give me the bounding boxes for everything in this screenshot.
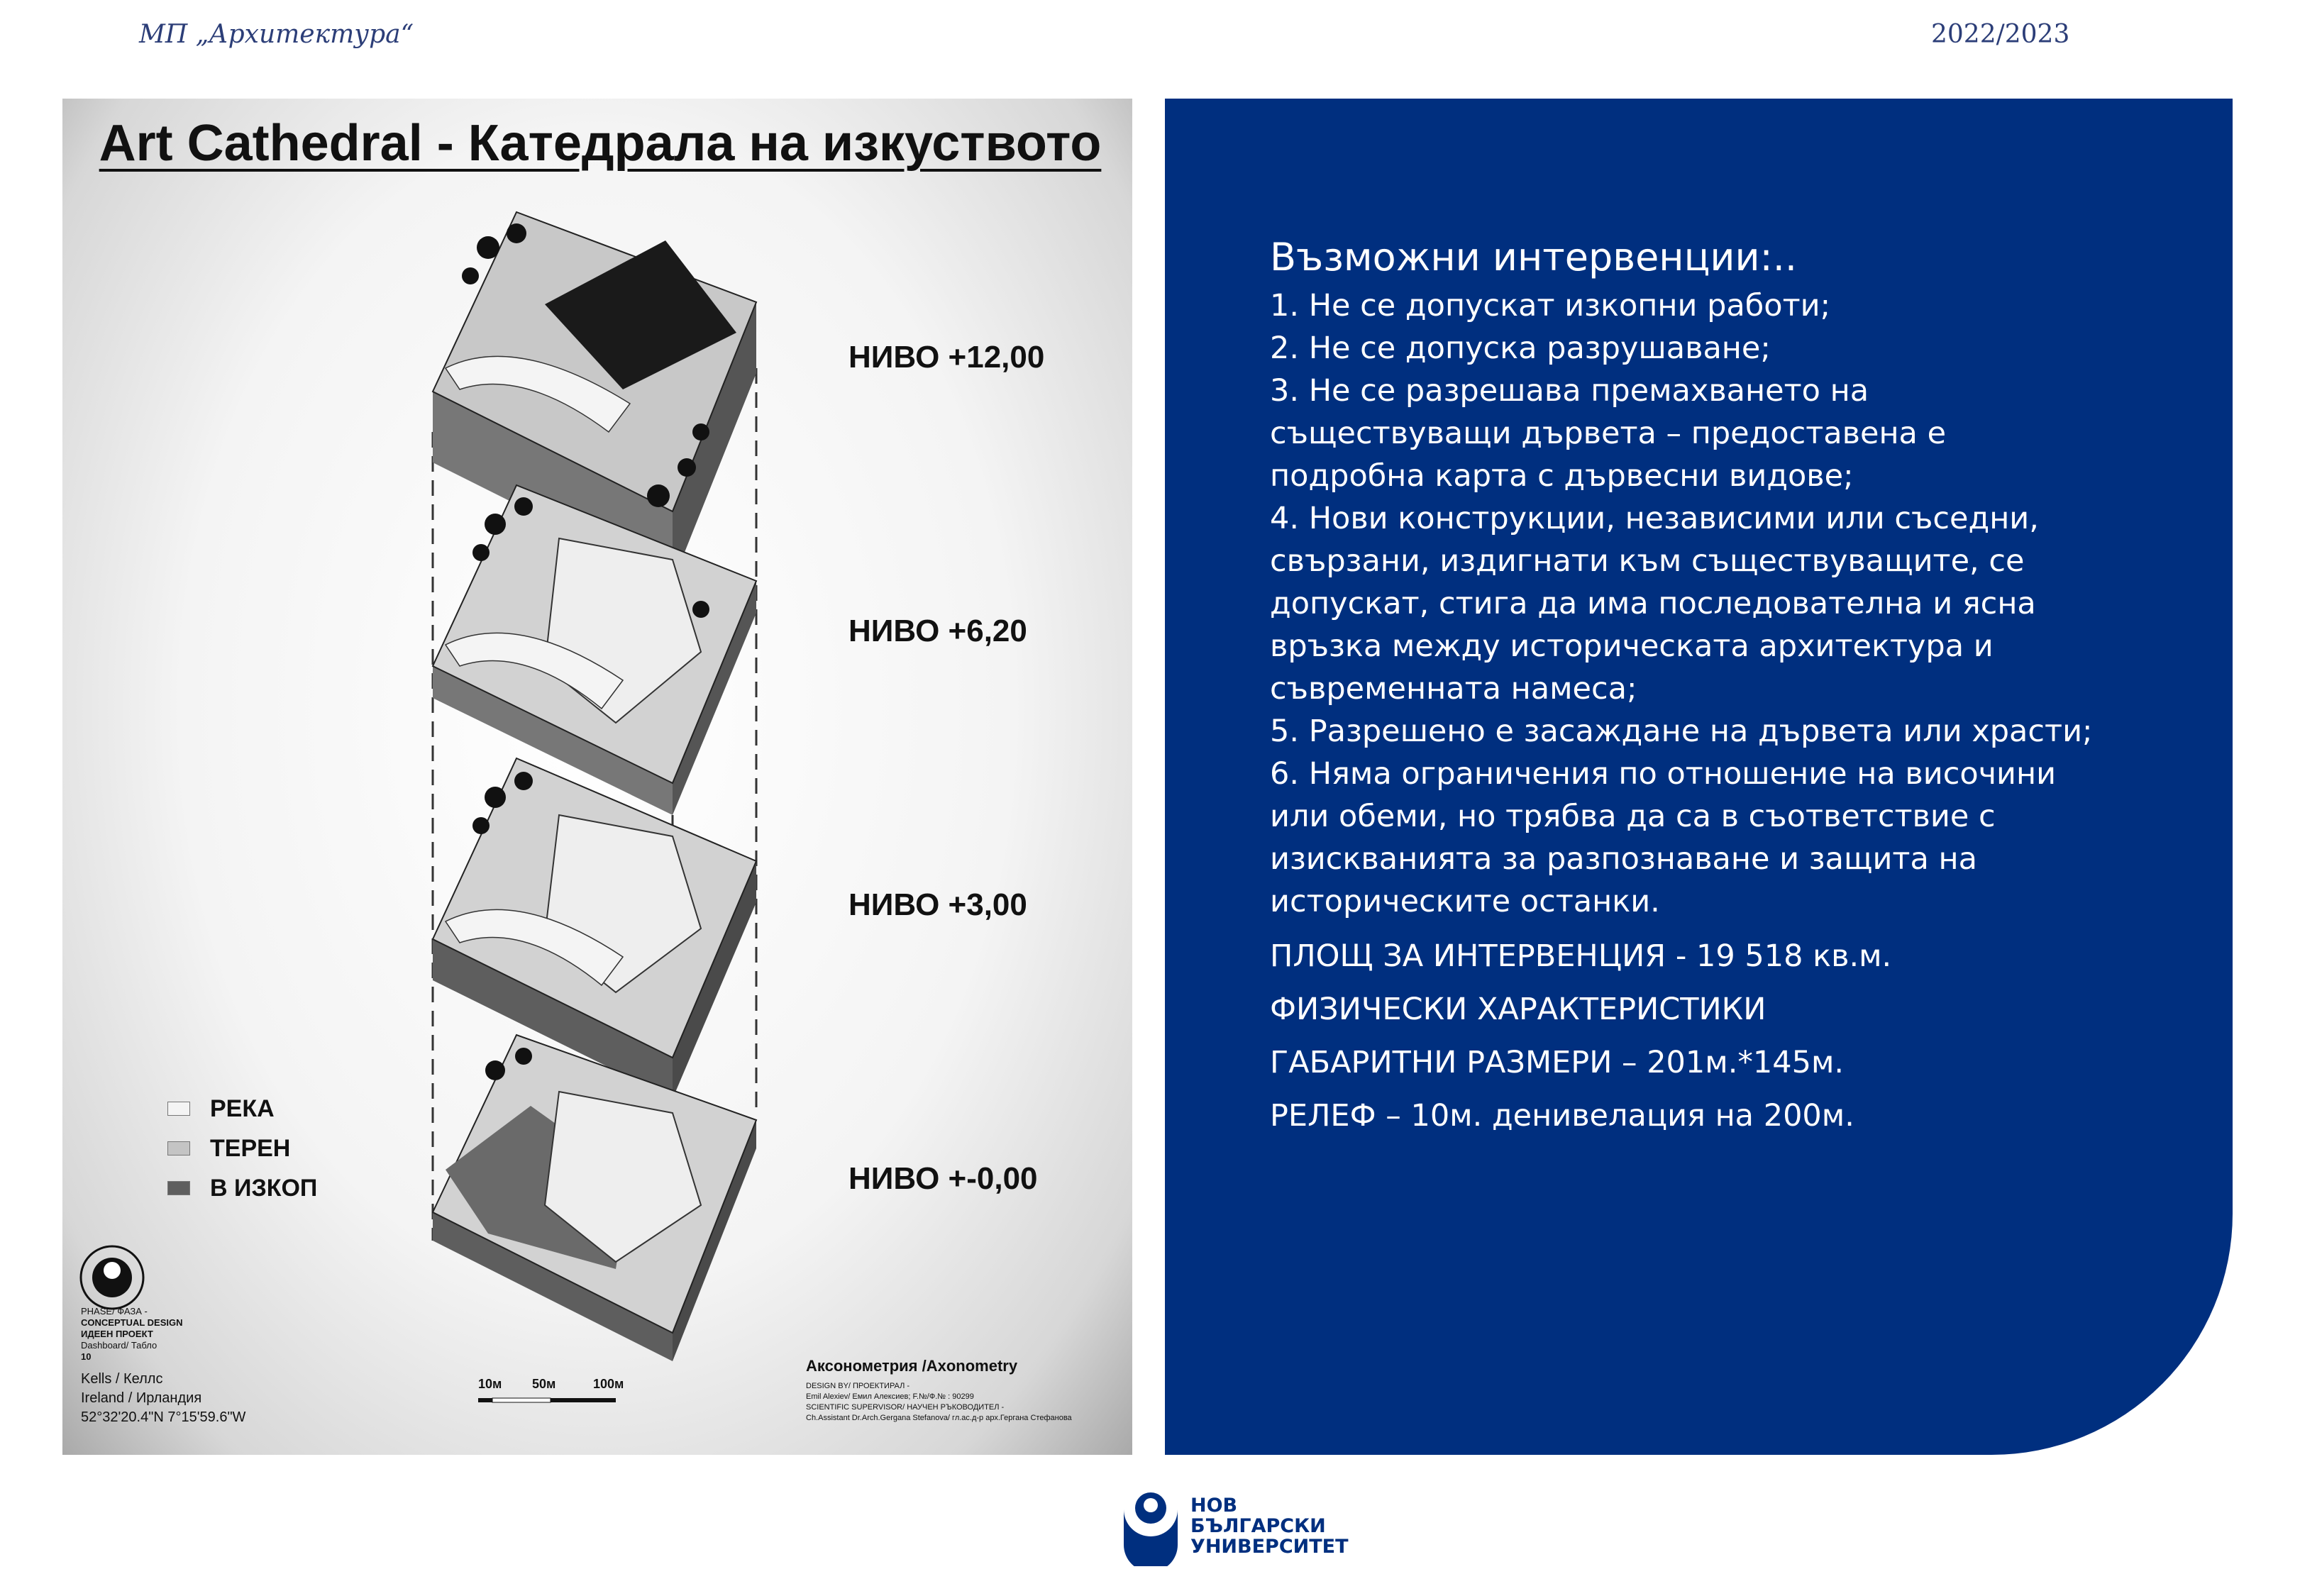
legend-label-excavation: В ИЗКОП — [210, 1174, 318, 1202]
credits — [806, 1381, 1072, 1424]
panel-heading: Възможни интервенции:.. — [1270, 235, 1798, 279]
phase-line: Dashboard/ Табло — [81, 1340, 157, 1351]
level-block-6 — [433, 485, 756, 815]
credits-line: DESIGN BY/ ПРОЕКТИРАЛ - — [806, 1382, 910, 1390]
legend-item-river — [167, 1089, 317, 1129]
site-facts — [1270, 930, 1891, 1143]
scale-label-10: 10м — [478, 1377, 502, 1391]
interventions-list — [1270, 284, 2107, 923]
intervention-item: 3. Не се разрешава премахването на съществуващи дървета – предоставена е подробна карта с дървесни видове; — [1270, 373, 1947, 494]
level-label-6: НИВО +6,20 — [848, 614, 1027, 648]
intervention-item: 1. Не се допускат изкопни работи; — [1270, 288, 1831, 323]
scale-label-50: 50м — [532, 1377, 556, 1391]
interventions-panel — [1165, 99, 2233, 1455]
axonometry-title: Аксонометрия /Axonometry — [806, 1357, 1018, 1375]
level-label-12: НИВО +12,00 — [848, 340, 1045, 375]
logo-text — [1190, 1495, 1349, 1557]
credits-line: SCIENTIFIC SUPERVISOR/ НАУЧЕН РЪКОВОДИТЕЛ - — [806, 1403, 1005, 1412]
logo-line: БЪЛГАРСКИ — [1190, 1515, 1326, 1537]
level-label-0: НИВО +-0,00 — [848, 1161, 1038, 1196]
axonometry-drawing — [62, 99, 1132, 1455]
credits-line: Emil Alexiev/ Емил Алексиев; F.№/Ф.№ : 90299 — [806, 1392, 974, 1401]
course-label: МП „Архитектура“ — [139, 20, 414, 49]
legend-swatch-river — [167, 1102, 190, 1116]
legend — [167, 1089, 317, 1208]
phase-info — [81, 1306, 183, 1363]
fact-area: ПЛОЩ ЗА ИНТЕРВЕНЦИЯ - 19 518 кв.м. — [1270, 938, 1892, 974]
credits-line: Ch.Assistant Dr.Arch.Gergana Stefanova/ гл.ас.д-р арх.Гергана Стефанова — [806, 1414, 1072, 1422]
scale-label-100: 100м — [593, 1377, 624, 1391]
fact-relief: РЕЛЕФ – 10м. денивелация на 200м. — [1270, 1098, 1854, 1134]
level-block-0 — [433, 1035, 756, 1361]
intervention-item: 5. Разрешено е засаждане на дървета или храсти; — [1270, 714, 2093, 749]
legend-item-terrain — [167, 1129, 317, 1168]
location-info — [81, 1370, 245, 1427]
intervention-item: 4. Нови конструкции, независими или съседни, свързани, издигнати към съществуващите, се допускат, стига да има последователна и ясна връзка между историческата архитектура и съвременната намеса; — [1270, 501, 2039, 706]
phase-line: CONCEPTUAL DESIGN — [81, 1317, 183, 1328]
legend-label-river: РЕКА — [210, 1095, 275, 1122]
level-block-3 — [433, 758, 756, 1099]
logo-line: НОВ — [1190, 1495, 1238, 1517]
nbu-logo — [1119, 1488, 1349, 1566]
intervention-item: 6. Няма ограничения по отношение на височини или обеми, но трябва да са в съответствие с изискванията за разпознаване и защита на историческите останки. — [1270, 756, 2057, 919]
axonometry-poster — [62, 99, 1132, 1455]
legend-swatch-excavation — [167, 1181, 190, 1195]
intervention-item: 2. Не се допуска разрушаване; — [1270, 331, 1771, 366]
academic-year: 2022/2023 — [1931, 20, 2070, 49]
fact-dimensions: ГАБАРИТНИ РАЗМЕРИ – 201м.*145м. — [1270, 1045, 1845, 1080]
scale-bar — [478, 1398, 616, 1402]
legend-label-terrain: ТЕРЕН — [210, 1134, 291, 1162]
nbu-emblem-icon — [1119, 1488, 1183, 1566]
level-label-3: НИВО +3,00 — [848, 887, 1027, 922]
legend-swatch-terrain — [167, 1141, 190, 1156]
location-line: Ireland / Ирландия — [81, 1390, 202, 1406]
logo-line: УНИВЕРСИТЕТ — [1190, 1536, 1349, 1558]
phase-line: 10 — [81, 1351, 92, 1362]
location-line: Kells / Келлс — [81, 1371, 163, 1387]
phase-line: PHASE/ ФАЗА - — [81, 1306, 148, 1317]
fact-characteristics: ФИЗИЧЕСКИ ХАРАКТЕРИСТИКИ — [1270, 992, 1767, 1027]
location-line: 52°32'20.4"N 7°15'59.6"W — [81, 1409, 246, 1425]
poster-title: Art Cathedral - Катедрала на изкуството — [99, 115, 1102, 172]
legend-item-excavation — [167, 1168, 317, 1208]
seal-icon — [81, 1246, 143, 1309]
phase-line: ИДЕЕН ПРОЕКТ — [81, 1329, 153, 1339]
